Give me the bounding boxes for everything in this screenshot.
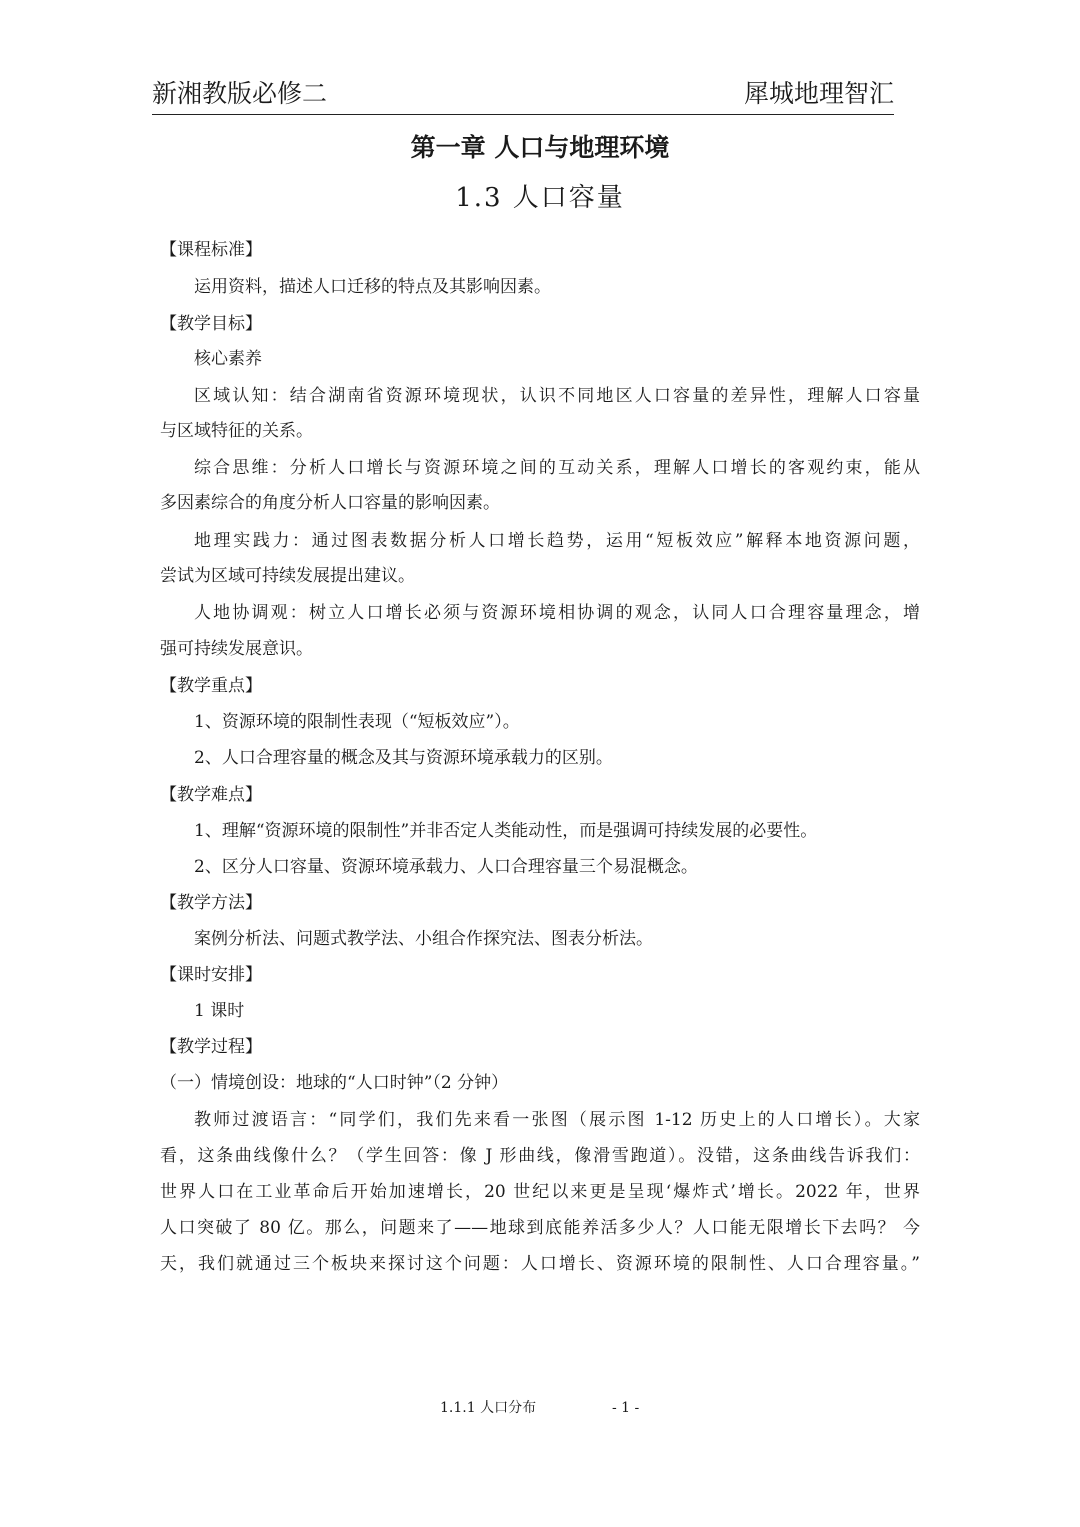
chapter-title: 第一章 人口与地理环境 (410, 133, 670, 162)
difficulties-label: 【教学难点】 (160, 785, 262, 805)
difficulty-2: 2、区分人口容量、资源环境承载力、人口合理容量三个易混概念。 (194, 857, 698, 877)
goal-practice-line1: 地理实践力：通过图表数据分析人口增长趋势，运用“短板效应”解释本地资源问题， (194, 531, 920, 551)
methods-label: 【教学方法】 (160, 893, 262, 913)
section-title: 1.3 人口容量 (455, 183, 625, 213)
paragraph-line-2: 看，这条曲线像什么？（学生回答：像 J 形曲线，像滑雪跑道）。没错，这条曲线告诉我们： (160, 1146, 920, 1166)
core-literacy-label: 核心素养 (194, 349, 262, 369)
page-header (152, 74, 894, 115)
footer-section: 1.1.1 人口分布 (440, 1400, 537, 1416)
schedule-label: 【课时安排】 (160, 965, 262, 985)
header-left-text: 新湘教版必修二 (152, 79, 328, 108)
goals-label: 【教学目标】 (160, 314, 262, 334)
difficulty-1: 1、理解“资源环境的限制性”并非否定人类能动性，而是强调可持续发展的必要性。 (194, 821, 818, 841)
key-point-2: 2、人口合理容量的概念及其与资源环境承载力的区别。 (194, 748, 613, 768)
paragraph-line-1: 教师过渡语言：“同学们，我们先来看一张图（展示图 1-12 历史上的人口增长）。大家 (194, 1110, 920, 1130)
process-label: 【教学过程】 (160, 1037, 262, 1057)
curriculum-label: 【课程标准】 (160, 240, 262, 260)
paragraph-line-4: 人口突破了 80 亿。那么，问题来了——地球到底能养活多少人？人口能无限增长下去吗？ 今 (160, 1218, 920, 1238)
step-1-title: （一）情境创设：地球的“人口时钟”（2 分钟） (160, 1073, 509, 1093)
paragraph-line-5: 天，我们就通过三个板块来探讨这个问题：人口增长、资源环境的限制性、人口合理容量。” (160, 1254, 920, 1274)
goal-comprehensive-thinking-line1: 综合思维：分析人口增长与资源环境之间的互动关系，理解人口增长的客观约束，能从 (194, 458, 920, 478)
page-number: - 1 - (612, 1400, 640, 1416)
page-footer (440, 1398, 640, 1418)
goal-harmony-line2: 强可持续发展意识。 (160, 639, 313, 659)
methods-text: 案例分析法、问题式教学法、小组合作探究法、图表分析法。 (194, 929, 653, 949)
curriculum-text: 运用资料，描述人口迁移的特点及其影响因素。 (194, 277, 551, 297)
goal-comprehensive-thinking-line2: 多因素综合的角度分析人口容量的影响因素。 (160, 493, 500, 513)
paragraph-line-3: 世界人口在工业革命后开始加速增长，20 世纪以来更是呈现‘爆炸式’增长。2022 年，世界 (160, 1182, 920, 1202)
key-points-label: 【教学重点】 (160, 676, 262, 696)
header-right-text: 犀城地理智汇 (743, 79, 894, 108)
goal-regional-cognition-line1: 区域认知：结合湖南省资源环境现状，认识不同地区人口容量的差异性，理解人口容量 (194, 386, 920, 406)
goal-regional-cognition-line2: 与区域特征的关系。 (160, 421, 313, 441)
goal-harmony-line1: 人地协调观：树立人口增长必须与资源环境相协调的观念，认同人口合理容量理念，增 (194, 603, 920, 623)
schedule-text: 1 课时 (194, 1001, 245, 1021)
goal-practice-line2: 尝试为区域可持续发展提出建议。 (160, 566, 415, 586)
key-point-1: 1、资源环境的限制性表现（“短板效应”）。 (194, 712, 520, 732)
